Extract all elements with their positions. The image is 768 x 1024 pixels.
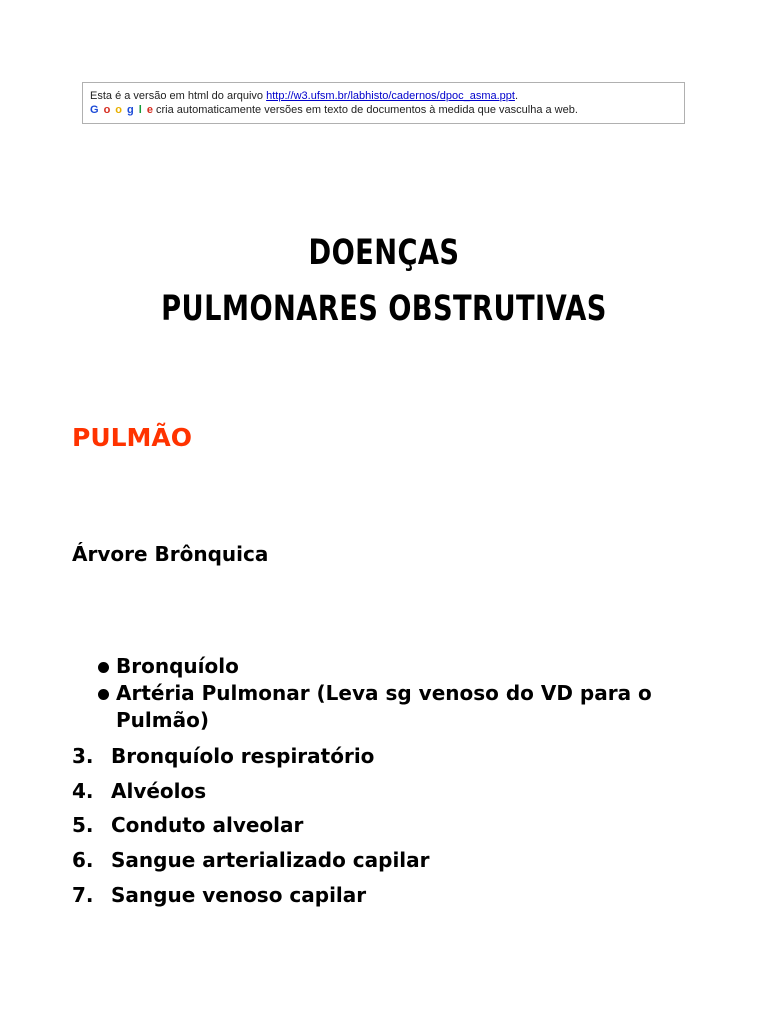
bullet-dot-icon <box>98 689 109 700</box>
numbered-list <box>72 743 430 916</box>
bullet-list <box>96 653 736 734</box>
section-heading: PULMÃO <box>72 423 193 452</box>
bullet-item-text: Artéria Pulmonar (Leva sg venoso do VD para o Pulmão) <box>116 681 652 732</box>
subsection-heading: Árvore Brônquica <box>72 542 269 566</box>
google-letter: l <box>138 104 142 116</box>
source-file-link[interactable]: http://w3.ufsm.br/labhisto/cadernos/dpoc_asma.ppt <box>266 90 515 102</box>
google-logo <box>90 104 153 116</box>
google-letter: o <box>103 104 111 116</box>
item-number: 4. <box>72 778 94 803</box>
item-text: Sangue venoso capilar <box>111 882 367 907</box>
item-text: Alvéolos <box>111 778 207 803</box>
bullet-item-text: Bronquíolo <box>116 654 239 678</box>
numbered-item <box>72 847 430 882</box>
bullet-item <box>96 680 736 734</box>
numbered-item <box>72 882 430 917</box>
numbered-item <box>72 743 430 778</box>
item-text: Conduto alveolar <box>111 813 304 838</box>
google-letter: G <box>90 104 99 116</box>
google-letter: e <box>146 104 153 116</box>
cache-notice-prefix: Esta é a versão em html do arquivo <box>90 90 267 102</box>
numbered-item <box>72 778 430 813</box>
item-number: 5. <box>72 813 94 838</box>
item-text: Sangue arterializado capilar <box>111 848 430 873</box>
google-letter: g <box>127 104 134 116</box>
item-number: 7. <box>72 882 94 907</box>
bullet-dot-icon <box>98 662 109 673</box>
document-title-line-2: PULMONARES OBSTRUTIVAS <box>161 289 607 329</box>
cache-notice-box <box>82 82 685 124</box>
google-letter: o <box>115 104 123 116</box>
cache-notice-line-2 <box>90 103 684 117</box>
item-number: 3. <box>72 744 94 768</box>
item-text: Bronquíolo respiratório <box>111 744 375 768</box>
cache-notice-line-1 <box>90 89 684 103</box>
cache-notice-description: cria automaticamente versões em texto de documentos à medida que vasculha a web. <box>152 104 578 116</box>
numbered-item <box>72 812 430 847</box>
item-number: 6. <box>72 848 94 873</box>
document-title-line-1: DOENÇAS <box>308 233 460 273</box>
cache-notice-suffix: . <box>514 90 519 102</box>
bullet-item <box>96 653 736 680</box>
